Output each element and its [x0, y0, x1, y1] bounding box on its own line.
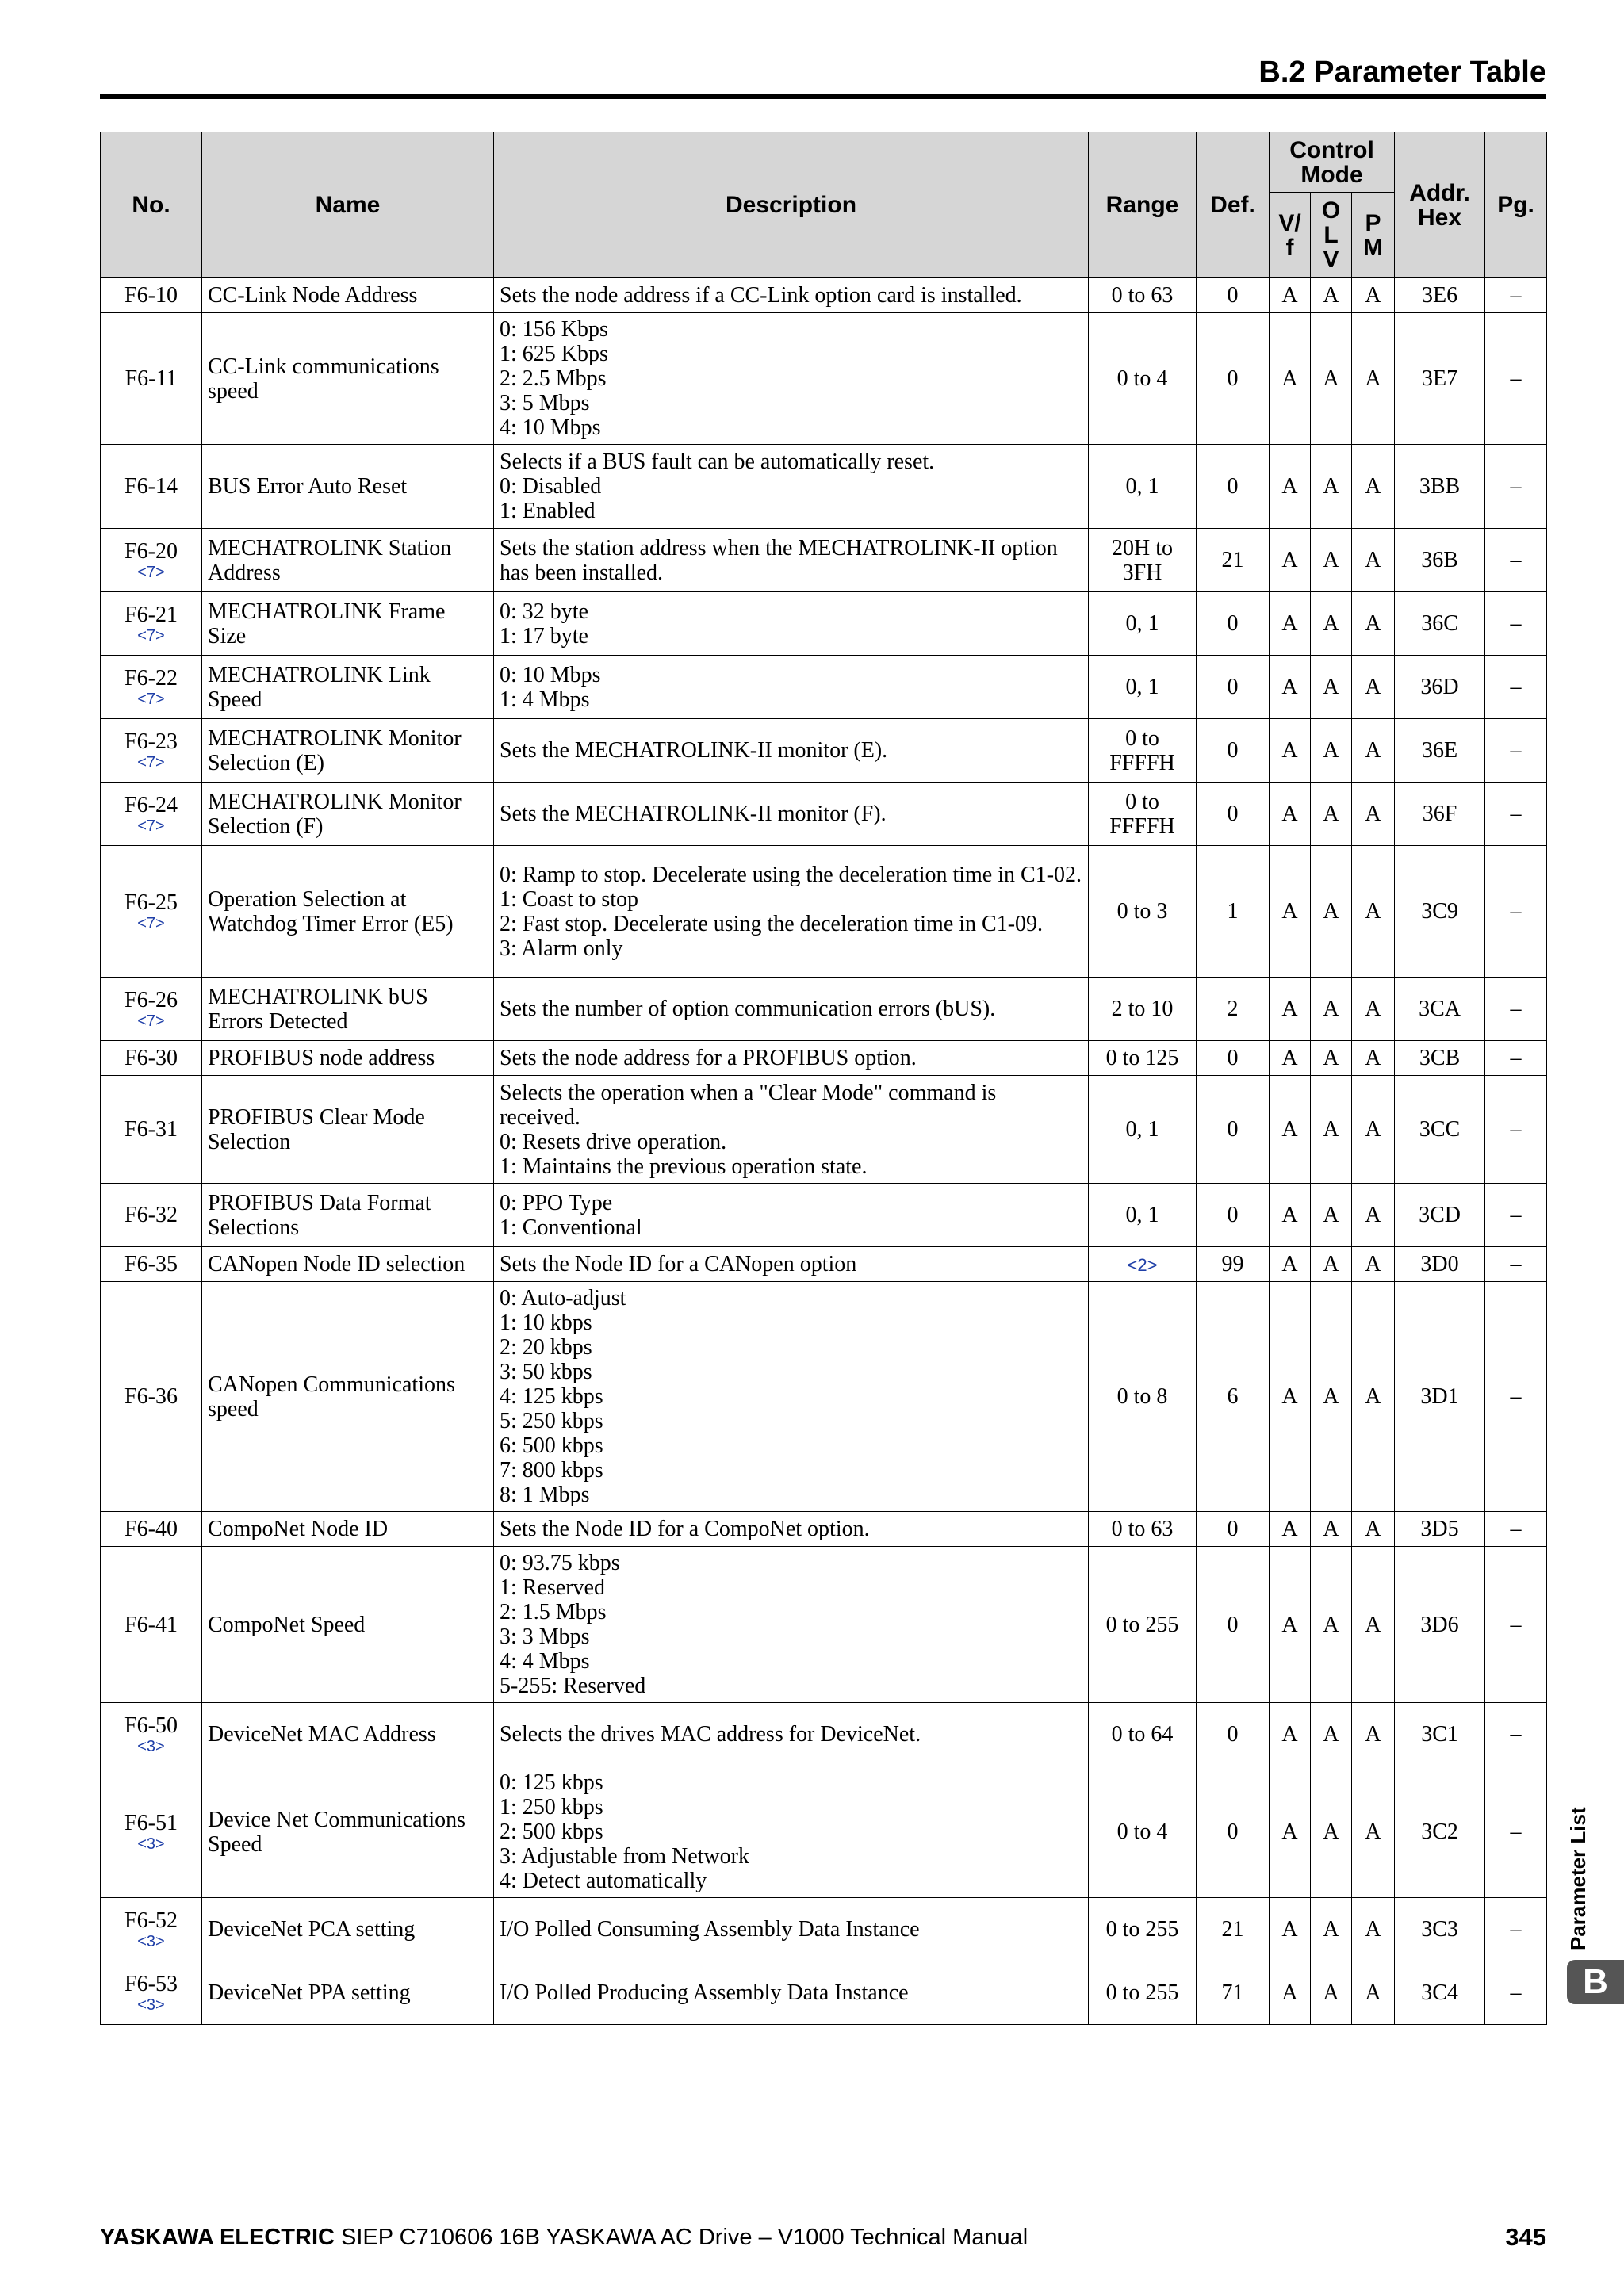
parameter-table — [100, 132, 1547, 2025]
cell-vf: A — [1270, 1547, 1311, 1703]
cell-addr-hex: 3D0 — [1395, 1247, 1485, 1282]
cell-pm: A — [1352, 1766, 1395, 1898]
cell-range: 0 to FFFFH — [1089, 719, 1197, 783]
cell-range: 0, 1 — [1089, 1184, 1197, 1247]
cell-addr-hex: 3C3 — [1395, 1898, 1485, 1961]
cell-default: 0 — [1197, 592, 1270, 656]
footnote-ref: <2> — [1127, 1254, 1158, 1275]
cell-olv: A — [1311, 1547, 1352, 1703]
cell-pm: A — [1352, 592, 1395, 656]
cell-no — [101, 445, 202, 529]
footnote-ref: <3> — [137, 1996, 165, 2014]
cell-name: BUS Error Auto Reset — [202, 445, 494, 529]
cell-addr-hex: 36C — [1395, 592, 1485, 656]
cell-range: 0 to 125 — [1089, 1041, 1197, 1076]
cell-vf: A — [1270, 1247, 1311, 1282]
cell-name: CANopen Communications speed — [202, 1282, 494, 1512]
cell-no — [101, 1703, 202, 1766]
cell-description: 0: Ramp to stop. Decelerate using the deceleration time in C1-02. 1: Coast to stop 2: Fast stop. Decelerate using the deceleration time in C1-09. 3: Alarm only — [494, 846, 1089, 978]
cell-olv: A — [1311, 1703, 1352, 1766]
cell-addr-hex: 36F — [1395, 783, 1485, 846]
col-header-vf: V/ f — [1270, 193, 1311, 278]
cell-range: 0, 1 — [1089, 1076, 1197, 1184]
table-row — [101, 783, 1547, 846]
footer — [100, 2225, 1028, 2251]
cell-range: 0, 1 — [1089, 592, 1197, 656]
cell-no — [101, 313, 202, 445]
footer-doc-title: SIEP C710606 16B YASKAWA AC Drive – V1000 Technical Manual — [334, 2225, 1028, 2250]
cell-pm: A — [1352, 1282, 1395, 1512]
cell-range: 0 to 255 — [1089, 1547, 1197, 1703]
cell-vf: A — [1270, 978, 1311, 1041]
cell-addr-hex: 3CB — [1395, 1041, 1485, 1076]
cell-page: – — [1485, 1247, 1547, 1282]
table-row — [101, 1184, 1547, 1247]
table-row — [101, 1547, 1547, 1703]
cell-default: 0 — [1197, 313, 1270, 445]
cell-pm: A — [1352, 783, 1395, 846]
cell-default: 2 — [1197, 978, 1270, 1041]
cell-name: PROFIBUS Clear Mode Selection — [202, 1076, 494, 1184]
cell-olv: A — [1311, 1041, 1352, 1076]
cell-name: Operation Selection at Watchdog Timer Error (E5) — [202, 846, 494, 978]
cell-page: – — [1485, 1961, 1547, 2025]
cell-pm: A — [1352, 529, 1395, 592]
cell-page: – — [1485, 445, 1547, 529]
table-row — [101, 1041, 1547, 1076]
cell-olv: A — [1311, 445, 1352, 529]
table-row — [101, 313, 1547, 445]
cell-range: 0 to 4 — [1089, 313, 1197, 445]
cell-vf: A — [1270, 846, 1311, 978]
param-number: F6-31 — [124, 1117, 178, 1142]
cell-olv: A — [1311, 1282, 1352, 1512]
cell-vf: A — [1270, 1041, 1311, 1076]
cell-no — [101, 1961, 202, 2025]
cell-description: Sets the Node ID for a CompoNet option. — [494, 1512, 1089, 1547]
cell-no — [101, 1247, 202, 1282]
cell-vf: A — [1270, 529, 1311, 592]
footnote-ref: <3> — [137, 1933, 165, 1950]
col-header-olv: O L V — [1311, 193, 1352, 278]
page-number: 345 — [1505, 2223, 1546, 2251]
cell-description: 0: 32 byte 1: 17 byte — [494, 592, 1089, 656]
cell-no — [101, 592, 202, 656]
cell-olv: A — [1311, 1961, 1352, 2025]
cell-vf: A — [1270, 1512, 1311, 1547]
cell-range: 0, 1 — [1089, 656, 1197, 719]
footer-brand: YASKAWA ELECTRIC — [100, 2225, 335, 2250]
col-header-control-mode: Control Mode — [1270, 132, 1395, 193]
cell-page: – — [1485, 1076, 1547, 1184]
col-header-no: No. — [101, 132, 202, 278]
cell-name: MECHATROLINK Frame Size — [202, 592, 494, 656]
cell-default: 0 — [1197, 719, 1270, 783]
param-number: F6-50 — [124, 1713, 178, 1738]
cell-name: PROFIBUS node address — [202, 1041, 494, 1076]
cell-olv: A — [1311, 719, 1352, 783]
cell-no — [101, 1898, 202, 1961]
cell-page: – — [1485, 1282, 1547, 1512]
table-row — [101, 1898, 1547, 1961]
cell-page: – — [1485, 313, 1547, 445]
cell-default: 0 — [1197, 445, 1270, 529]
cell-default: 0 — [1197, 1703, 1270, 1766]
cell-olv: A — [1311, 1247, 1352, 1282]
cell-page: – — [1485, 529, 1547, 592]
cell-pm: A — [1352, 1512, 1395, 1547]
cell-pm: A — [1352, 1076, 1395, 1184]
footnote-ref: <7> — [137, 691, 165, 708]
footnote-ref: <7> — [137, 915, 165, 932]
param-number: F6-40 — [124, 1517, 178, 1541]
param-number: F6-21 — [124, 603, 178, 627]
cell-vf: A — [1270, 1766, 1311, 1898]
cell-range: 0 to 63 — [1089, 1512, 1197, 1547]
cell-description: Selects the operation when a "Clear Mode" command is received. 0: Resets drive operation. 1: Maintains the previous operation state. — [494, 1076, 1089, 1184]
cell-vf: A — [1270, 1898, 1311, 1961]
cell-page: – — [1485, 846, 1547, 978]
cell-addr-hex: 3BB — [1395, 445, 1485, 529]
cell-page: – — [1485, 978, 1547, 1041]
cell-range: 0 to 255 — [1089, 1961, 1197, 2025]
param-number: F6-25 — [124, 890, 178, 915]
table-row — [101, 846, 1547, 978]
cell-addr-hex: 3D1 — [1395, 1282, 1485, 1512]
cell-pm: A — [1352, 978, 1395, 1041]
cell-vf: A — [1270, 1703, 1311, 1766]
param-number: F6-20 — [124, 539, 178, 564]
cell-vf: A — [1270, 719, 1311, 783]
cell-no — [101, 1766, 202, 1898]
cell-range: 2 to 10 — [1089, 978, 1197, 1041]
cell-description: Sets the MECHATROLINK-II monitor (F). — [494, 783, 1089, 846]
cell-no — [101, 978, 202, 1041]
cell-vf: A — [1270, 1076, 1311, 1184]
cell-range — [1089, 1247, 1197, 1282]
cell-vf: A — [1270, 1282, 1311, 1512]
param-number: F6-36 — [124, 1384, 178, 1409]
col-header-pm: P M — [1352, 193, 1395, 278]
col-header-addr-hex: Addr. Hex — [1395, 132, 1485, 278]
cell-pm: A — [1352, 1961, 1395, 2025]
cell-olv: A — [1311, 592, 1352, 656]
footnote-ref: <3> — [137, 1738, 165, 1755]
cell-default: 0 — [1197, 1184, 1270, 1247]
cell-no — [101, 1512, 202, 1547]
cell-pm: A — [1352, 1247, 1395, 1282]
cell-description: 0: Auto-adjust 1: 10 kbps 2: 20 kbps 3: 50 kbps 4: 125 kbps 5: 250 kbps 6: 500 kbps 7: 800 kbps 8: 1 Mbps — [494, 1282, 1089, 1512]
cell-page: – — [1485, 719, 1547, 783]
cell-description: 0: 10 Mbps 1: 4 Mbps — [494, 656, 1089, 719]
cell-default: 1 — [1197, 846, 1270, 978]
cell-description: Selects the drives MAC address for DeviceNet. — [494, 1703, 1089, 1766]
cell-addr-hex: 3D5 — [1395, 1512, 1485, 1547]
cell-default: 0 — [1197, 1512, 1270, 1547]
cell-page: – — [1485, 656, 1547, 719]
table-row — [101, 1512, 1547, 1547]
cell-description: I/O Polled Producing Assembly Data Instance — [494, 1961, 1089, 2025]
cell-vf: A — [1270, 1184, 1311, 1247]
cell-description: 0: 156 Kbps 1: 625 Kbps 2: 2.5 Mbps 3: 5 Mbps 4: 10 Mbps — [494, 313, 1089, 445]
cell-addr-hex: 36B — [1395, 529, 1485, 592]
footnote-ref: <7> — [137, 754, 165, 771]
cell-range: 0 to 255 — [1089, 1898, 1197, 1961]
cell-page: – — [1485, 1766, 1547, 1898]
table-row — [101, 978, 1547, 1041]
cell-pm: A — [1352, 1184, 1395, 1247]
param-number: F6-35 — [124, 1252, 178, 1276]
cell-vf: A — [1270, 445, 1311, 529]
cell-page: – — [1485, 783, 1547, 846]
section-side-label-text: Parameter List — [1566, 1807, 1590, 1950]
param-number: F6-14 — [124, 474, 178, 499]
cell-page: – — [1485, 1547, 1547, 1703]
table-row — [101, 529, 1547, 592]
table-row — [101, 1961, 1547, 2025]
cell-olv: A — [1311, 783, 1352, 846]
cell-vf: A — [1270, 313, 1311, 445]
table-row — [101, 1703, 1547, 1766]
col-header-description: Description — [494, 132, 1089, 278]
col-header-def: Def. — [1197, 132, 1270, 278]
cell-default: 0 — [1197, 278, 1270, 313]
cell-addr-hex: 3D6 — [1395, 1547, 1485, 1703]
cell-name: CANopen Node ID selection — [202, 1247, 494, 1282]
cell-no — [101, 1282, 202, 1512]
cell-name: DeviceNet MAC Address — [202, 1703, 494, 1766]
cell-addr-hex: 3E7 — [1395, 313, 1485, 445]
cell-name: CompoNet Speed — [202, 1547, 494, 1703]
cell-description: Selects if a BUS fault can be automatically reset. 0: Disabled 1: Enabled — [494, 445, 1089, 529]
footnote-ref: <7> — [137, 817, 165, 835]
cell-description: Sets the node address for a PROFIBUS option. — [494, 1041, 1089, 1076]
cell-description: Sets the MECHATROLINK-II monitor (E). — [494, 719, 1089, 783]
param-number: F6-51 — [124, 1811, 178, 1835]
cell-name: MECHATROLINK Monitor Selection (E) — [202, 719, 494, 783]
cell-addr-hex: 3CC — [1395, 1076, 1485, 1184]
cell-no — [101, 1076, 202, 1184]
cell-default: 0 — [1197, 1547, 1270, 1703]
table-row — [101, 278, 1547, 313]
cell-pm: A — [1352, 846, 1395, 978]
param-number: F6-24 — [124, 793, 178, 817]
cell-default: 0 — [1197, 1766, 1270, 1898]
param-number: F6-10 — [124, 283, 178, 308]
cell-name: CompoNet Node ID — [202, 1512, 494, 1547]
section-tab-b: B — [1567, 1960, 1624, 2004]
table-row — [101, 1766, 1547, 1898]
cell-description: I/O Polled Consuming Assembly Data Instance — [494, 1898, 1089, 1961]
cell-no — [101, 529, 202, 592]
cell-default: 21 — [1197, 1898, 1270, 1961]
cell-no — [101, 846, 202, 978]
param-number: F6-52 — [124, 1908, 178, 1933]
cell-default: 0 — [1197, 1076, 1270, 1184]
cell-olv: A — [1311, 1512, 1352, 1547]
cell-range: 0 to 64 — [1089, 1703, 1197, 1766]
cell-olv: A — [1311, 1766, 1352, 1898]
footnote-ref: <7> — [137, 564, 165, 581]
cell-olv: A — [1311, 978, 1352, 1041]
table-row — [101, 445, 1547, 529]
cell-olv: A — [1311, 1076, 1352, 1184]
cell-range: 0 to FFFFH — [1089, 783, 1197, 846]
cell-pm: A — [1352, 313, 1395, 445]
cell-olv: A — [1311, 1184, 1352, 1247]
param-number: F6-22 — [124, 666, 178, 691]
cell-pm: A — [1352, 1898, 1395, 1961]
cell-page: – — [1485, 1041, 1547, 1076]
cell-name: CC-Link communications speed — [202, 313, 494, 445]
cell-addr-hex: 3CD — [1395, 1184, 1485, 1247]
footnote-ref: <3> — [137, 1835, 165, 1853]
table-row — [101, 1076, 1547, 1184]
cell-range: 0 to 3 — [1089, 846, 1197, 978]
cell-addr-hex: 36E — [1395, 719, 1485, 783]
cell-default: 6 — [1197, 1282, 1270, 1512]
cell-name: MECHATROLINK bUS Errors Detected — [202, 978, 494, 1041]
table-row — [101, 1282, 1547, 1512]
cell-page: – — [1485, 1512, 1547, 1547]
cell-vf: A — [1270, 592, 1311, 656]
table-row — [101, 719, 1547, 783]
cell-no — [101, 656, 202, 719]
cell-range: 0 to 8 — [1089, 1282, 1197, 1512]
param-number: F6-32 — [124, 1203, 178, 1227]
cell-default: 0 — [1197, 1041, 1270, 1076]
cell-page: – — [1485, 592, 1547, 656]
cell-page: – — [1485, 1703, 1547, 1766]
cell-no — [101, 719, 202, 783]
param-number: F6-26 — [124, 988, 178, 1012]
cell-addr-hex: 36D — [1395, 656, 1485, 719]
cell-name: MECHATROLINK Link Speed — [202, 656, 494, 719]
cell-default: 71 — [1197, 1961, 1270, 2025]
cell-range: 0 to 63 — [1089, 278, 1197, 313]
cell-addr-hex: 3E6 — [1395, 278, 1485, 313]
cell-pm: A — [1352, 1041, 1395, 1076]
cell-name: DeviceNet PCA setting — [202, 1898, 494, 1961]
cell-no — [101, 1547, 202, 1703]
cell-no — [101, 1184, 202, 1247]
cell-vf: A — [1270, 656, 1311, 719]
cell-vf: A — [1270, 278, 1311, 313]
cell-addr-hex: 3CA — [1395, 978, 1485, 1041]
cell-name: MECHATROLINK Station Address — [202, 529, 494, 592]
cell-range: 20H to 3FH — [1089, 529, 1197, 592]
cell-name: PROFIBUS Data Format Selections — [202, 1184, 494, 1247]
cell-description: Sets the station address when the MECHATROLINK-II option has been installed. — [494, 529, 1089, 592]
header-rule — [100, 94, 1546, 99]
cell-addr-hex: 3C2 — [1395, 1766, 1485, 1898]
cell-page: – — [1485, 1898, 1547, 1961]
cell-default: 21 — [1197, 529, 1270, 592]
table-row — [101, 592, 1547, 656]
cell-description: 0: PPO Type 1: Conventional — [494, 1184, 1089, 1247]
cell-name: DeviceNet PPA setting — [202, 1961, 494, 2025]
cell-olv: A — [1311, 313, 1352, 445]
col-header-pg: Pg. — [1485, 132, 1547, 278]
cell-default: 0 — [1197, 656, 1270, 719]
cell-vf: A — [1270, 1961, 1311, 2025]
col-header-range: Range — [1089, 132, 1197, 278]
cell-addr-hex: 3C1 — [1395, 1703, 1485, 1766]
cell-description: Sets the number of option communication errors (bUS). — [494, 978, 1089, 1041]
cell-page: – — [1485, 1184, 1547, 1247]
cell-pm: A — [1352, 1547, 1395, 1703]
cell-range: 0 to 4 — [1089, 1766, 1197, 1898]
cell-pm: A — [1352, 719, 1395, 783]
cell-pm: A — [1352, 278, 1395, 313]
param-number: F6-11 — [124, 366, 178, 391]
cell-default: 0 — [1197, 783, 1270, 846]
cell-olv: A — [1311, 846, 1352, 978]
page-title: B.2 Parameter Table — [1258, 55, 1546, 89]
cell-range: 0, 1 — [1089, 445, 1197, 529]
cell-name: MECHATROLINK Monitor Selection (F) — [202, 783, 494, 846]
param-number: F6-23 — [124, 729, 178, 754]
col-header-name: Name — [202, 132, 494, 278]
cell-pm: A — [1352, 445, 1395, 529]
cell-addr-hex: 3C4 — [1395, 1961, 1485, 2025]
footnote-ref: <7> — [137, 1012, 165, 1030]
cell-olv: A — [1311, 529, 1352, 592]
cell-addr-hex: 3C9 — [1395, 846, 1485, 978]
cell-olv: A — [1311, 656, 1352, 719]
cell-no — [101, 278, 202, 313]
cell-description: Sets the Node ID for a CANopen option — [494, 1247, 1089, 1282]
param-number: F6-41 — [124, 1612, 178, 1637]
cell-no — [101, 783, 202, 846]
cell-description: 0: 125 kbps 1: 250 kbps 2: 500 kbps 3: Adjustable from Network 4: Detect automatically — [494, 1766, 1089, 1898]
cell-pm: A — [1352, 1703, 1395, 1766]
cell-vf: A — [1270, 783, 1311, 846]
table-row — [101, 656, 1547, 719]
table-row — [101, 1247, 1547, 1282]
cell-olv: A — [1311, 278, 1352, 313]
cell-name: Device Net Communications Speed — [202, 1766, 494, 1898]
cell-page: – — [1485, 278, 1547, 313]
param-number: F6-30 — [124, 1046, 178, 1070]
cell-olv: A — [1311, 1898, 1352, 1961]
cell-default: 99 — [1197, 1247, 1270, 1282]
cell-pm: A — [1352, 656, 1395, 719]
cell-name: CC-Link Node Address — [202, 278, 494, 313]
footnote-ref: <7> — [137, 627, 165, 645]
cell-no — [101, 1041, 202, 1076]
cell-description: Sets the node address if a CC-Link option card is installed. — [494, 278, 1089, 313]
param-number: F6-53 — [124, 1972, 178, 1996]
cell-description: 0: 93.75 kbps 1: Reserved 2: 1.5 Mbps 3: 3 Mbps 4: 4 Mbps 5-255: Reserved — [494, 1547, 1089, 1703]
